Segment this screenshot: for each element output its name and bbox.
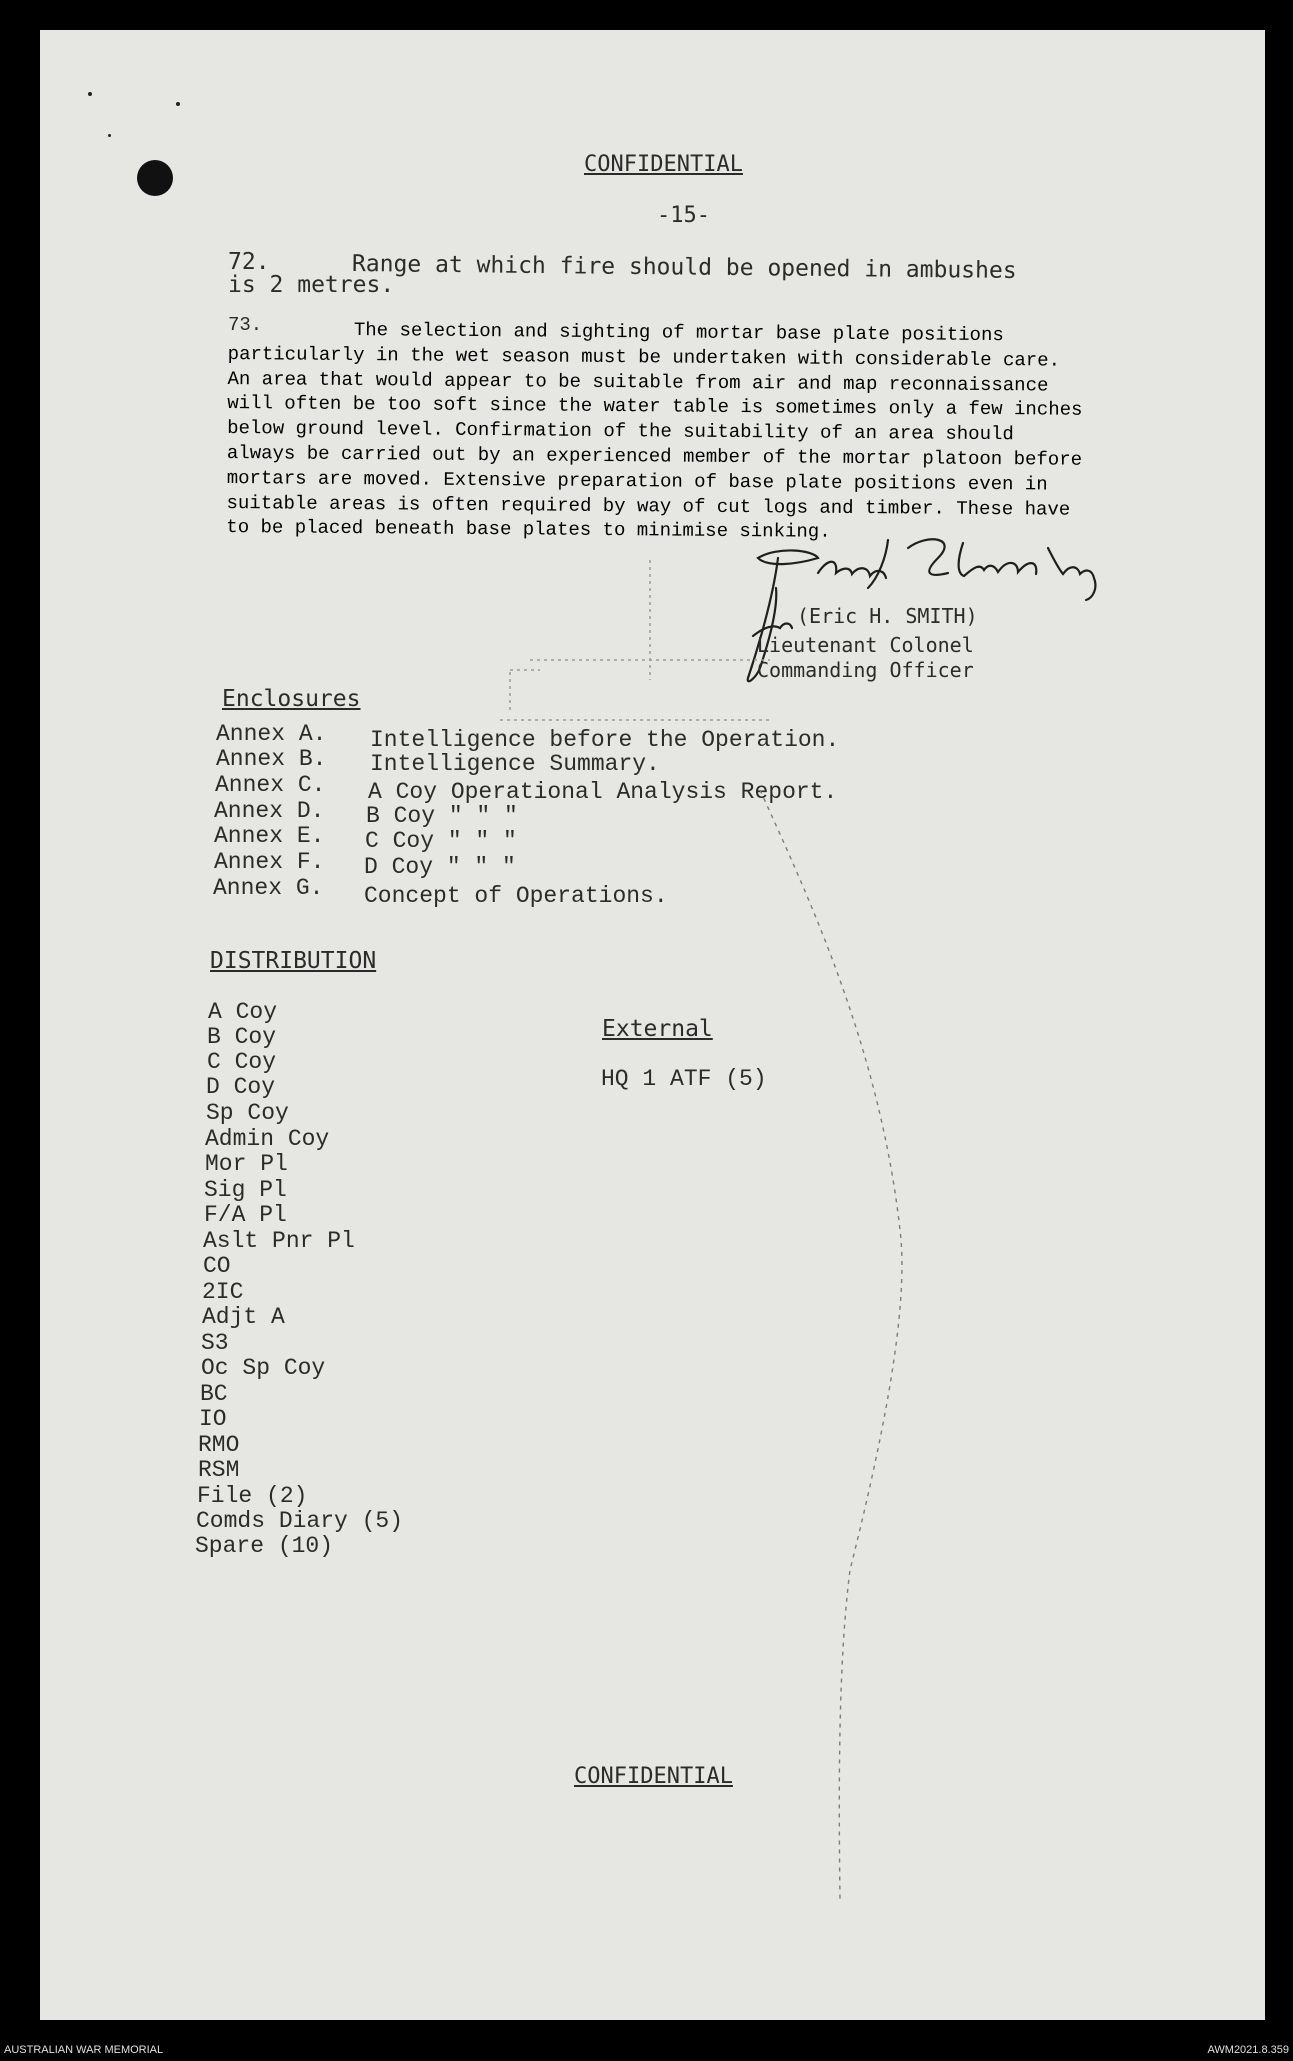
signer-rank: Lieutenant Colonel <box>757 633 974 657</box>
para-73-number: 73. <box>228 314 263 336</box>
distribution-item: A Coy <box>208 999 278 1025</box>
annex-text: C Coy " " " <box>365 828 517 854</box>
distribution-item: Comds Diary (5) <box>196 1508 404 1534</box>
annex-label: Annex G. <box>213 875 324 901</box>
para-73-line: An area that would appear to be suitable from air and map reconnaissance <box>227 367 1049 397</box>
annex-text: B Coy " " " <box>366 803 518 829</box>
annex-label: Annex E. <box>214 823 325 849</box>
para-73-body <box>226 317 1183 548</box>
distribution-item: Aslt Pnr Pl <box>203 1228 355 1254</box>
para-73-line: to be placed beneath base plates to minimise sinking. <box>226 516 831 544</box>
distribution-item: 2IC <box>202 1279 244 1305</box>
distribution-item: C Coy <box>207 1049 277 1075</box>
archive-caption-left: AUSTRALIAN WAR MEMORIAL <box>4 2044 164 2056</box>
archive-caption-right: AWM2021.8.359 <box>1207 2044 1289 2056</box>
footer-classification: CONFIDENTIAL <box>574 1764 733 1789</box>
annex-text: Intelligence before the Operation. <box>370 727 840 753</box>
header-classification: CONFIDENTIAL <box>584 152 743 177</box>
para-73-line: below ground level. Confirmation of the suitability of an area should <box>227 417 1014 446</box>
distribution-item: Oc Sp Coy <box>201 1355 326 1381</box>
annex-text: A Coy Operational Analysis Report. <box>368 779 838 805</box>
distribution-item: Spare (10) <box>195 1533 334 1559</box>
distribution-item: Admin Coy <box>205 1126 330 1152</box>
distribution-item: IO <box>199 1406 227 1432</box>
distribution-item: Sp Coy <box>206 1100 289 1126</box>
distribution-item: D Coy <box>206 1074 276 1100</box>
distribution-item: BC <box>200 1381 228 1407</box>
enclosures-heading: Enclosures <box>222 686 361 712</box>
para-73-line: mortars are moved. Extensive preparation of base plate positions even in <box>226 466 1048 496</box>
external-heading: External <box>602 1016 713 1042</box>
distribution-item: RMO <box>198 1432 240 1458</box>
para-73-line: always be carried out by an experienced member of the mortar platoon before <box>226 441 1083 471</box>
fold-crease <box>700 750 960 1950</box>
punch-hole <box>137 160 173 196</box>
annex-label: Annex C. <box>215 772 326 798</box>
distribution-item: Mor Pl <box>205 1151 288 1177</box>
distribution-item: Adjt A <box>202 1304 285 1330</box>
external-item: HQ 1 ATF (5) <box>601 1066 767 1092</box>
distribution-item: RSM <box>198 1457 240 1483</box>
ink-speck <box>176 102 180 106</box>
distribution-heading: DISTRIBUTION <box>210 948 377 974</box>
annex-text: Concept of Operations. <box>364 883 668 909</box>
para-73-line: particularly in the wet season must be undertaken with considerable care. <box>227 342 1061 372</box>
annex-label: Annex B. <box>216 746 327 772</box>
annex-label: Annex F. <box>214 849 325 875</box>
para-73-line: suitable areas is often required by way of cut logs and timber. These have <box>226 491 1071 521</box>
stamp-ghost <box>490 550 790 730</box>
distribution-item: B Coy <box>207 1024 277 1050</box>
annex-text: Intelligence Summary. <box>370 751 660 777</box>
signer-name: (Eric H. SMITH) <box>797 604 978 628</box>
para-72-number: 72. <box>228 249 270 275</box>
distribution-item: CO <box>203 1253 231 1279</box>
distribution-item: File (2) <box>197 1483 308 1509</box>
para-72-line1: Range at which fire should be opened in ambushes <box>351 251 1017 284</box>
ink-speck <box>108 134 111 137</box>
para-73-line: The selection and sighting of mortar base plate positions <box>353 318 1004 347</box>
distribution-item: S3 <box>201 1330 229 1356</box>
para-72-line2: is 2 metres. <box>228 272 395 298</box>
page-number: -15- <box>657 203 710 228</box>
distribution-item: F/A Pl <box>204 1202 287 1228</box>
annex-label: Annex D. <box>214 798 325 824</box>
para-73-line: will often be too soft since the water table is sometimes only a few inches <box>227 392 1083 422</box>
ink-speck <box>88 92 92 96</box>
distribution-item: Sig Pl <box>204 1177 287 1203</box>
signer-title: Commanding Officer <box>757 658 974 682</box>
annex-text: D Coy " " " <box>364 854 516 880</box>
annex-label: Annex A. <box>216 721 327 747</box>
